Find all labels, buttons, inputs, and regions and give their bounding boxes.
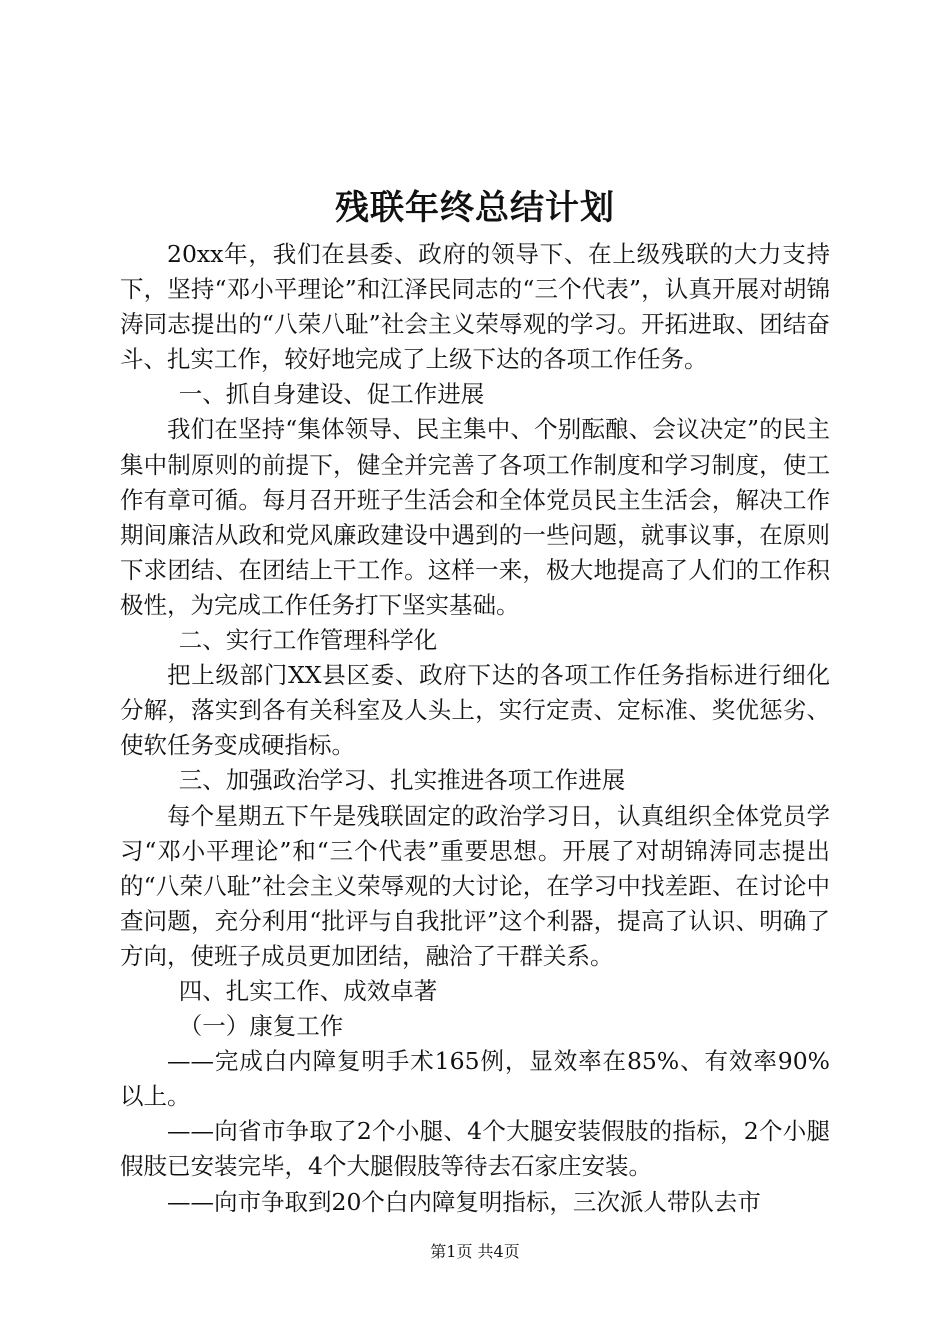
intro-paragraph: 20xx年，我们在县委、政府的领导下、在上级残联的大力支持下，坚持“邓小平理论”和江泽民同志的“三个代表”，认真开展对胡锦涛同志提出的“八荣八耻”社会主义荣辱观的学习。开拓进取、团结奋斗、扎实工作，较好地完成了上级下达的各项工作任务。 — [120, 240, 830, 374]
section-heading-3: 三、加强政治学习、扎实推进各项工作进展 — [178, 766, 626, 795]
subsection-heading-rehab: （一）康复工作 — [178, 1012, 344, 1041]
section-heading-2: 二、实行工作管理科学化 — [178, 626, 438, 655]
rehab-item-2: ——向省市争取了2个小腿、4个大腿安装假肢的指标，2个小腿假肢已安装完毕，4个大腿假肢等待去石家庄安装。 — [120, 1117, 830, 1181]
section-3-paragraph: 每个星期五下午是残联固定的政治学习日，认真组织全体党员学习“邓小平理论”和“三个代表”重要思想。开展了对胡锦涛同志提出的“八荣八耻”社会主义荣辱观的大讨论，在学习中找差距、在讨论中查问题，充分利用“批评与自我批评”这个利器，提高了认识、明确了方向，使班子成员更加团结，融洽了干群关系。 — [120, 801, 830, 970]
section-1-paragraph: 我们在坚持“集体领导、民主集中、个别酝酿、会议决定”的民主集中制原则的前提下，健全并完善了各项工作制度和学习制度，使工作有章可循。每月召开班子生活会和全体党员民主生活会，解决工作期间廉洁从政和党风廉政建设中遇到的一些问题，就事议事，在原则下求团结、在团结上干工作。这样一来，极大地提高了人们的工作积极性，为完成工作任务打下坚实基础。 — [120, 415, 830, 619]
document-body — [120, 237, 830, 1220]
rehab-item-1: ——完成白内障复明手术165例，显效率在85%、有效率90%以上。 — [120, 1047, 830, 1111]
document-title: 残联年终总结计划 — [335, 188, 615, 228]
rehab-item-3: ——向市争取到20个白内障复明指标，三次派人带队去市 — [167, 1187, 761, 1216]
section-heading-1: 一、抓自身建设、促工作进展 — [178, 380, 485, 409]
section-2-paragraph: 把上级部门XX县区委、政府下达的各项工作任务指标进行细化分解，落实到各有关科室及人头上，实行定责、定标准、奖优惩劣、使软任务变成硬指标。 — [120, 661, 830, 760]
section-heading-4: 四、扎实工作、成效卓著 — [178, 976, 438, 1005]
page-footer: 第1页 共4页 — [430, 1242, 520, 1261]
